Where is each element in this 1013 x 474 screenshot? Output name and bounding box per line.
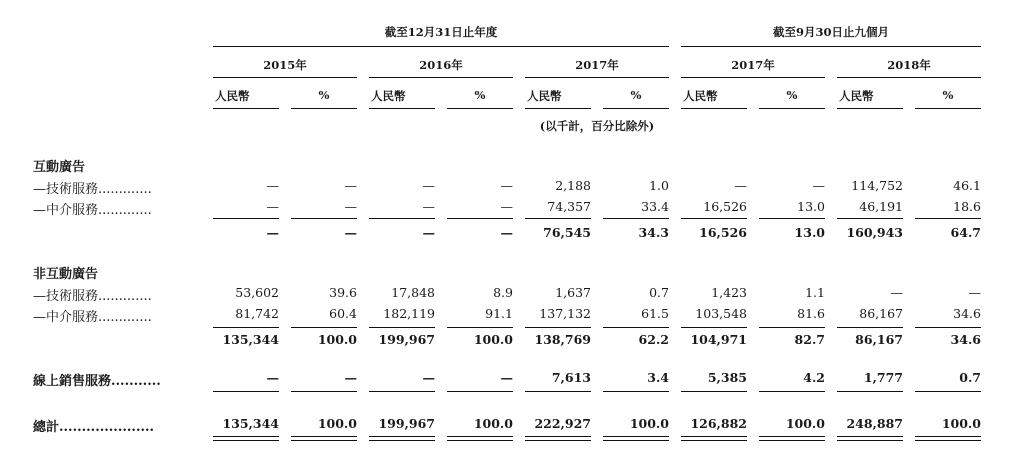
table-cell: 86,167 bbox=[855, 332, 903, 347]
row-label-noninteractive-agency: —中介服務............. bbox=[33, 310, 152, 325]
subtotal-rule bbox=[837, 327, 903, 328]
total-double-rule bbox=[291, 440, 357, 441]
pre-total-rule bbox=[681, 391, 747, 392]
subheader-rule bbox=[603, 108, 669, 109]
table-cell: 1,637 bbox=[555, 285, 591, 300]
table-cell: 248,887 bbox=[846, 416, 903, 431]
subheader-rule bbox=[213, 108, 279, 109]
table-cell: 100.0 bbox=[785, 416, 825, 431]
table-cell: — bbox=[500, 199, 513, 214]
table-cell: 82.7 bbox=[794, 332, 825, 347]
pre-total-rule bbox=[447, 391, 513, 392]
percent-header: % bbox=[474, 88, 486, 102]
table-cell: 34.3 bbox=[638, 225, 669, 240]
table-cell: — bbox=[812, 178, 825, 193]
year-header-2016: 2016年 bbox=[419, 58, 463, 72]
table-cell: 0.7 bbox=[649, 285, 669, 300]
table-cell: 182,119 bbox=[383, 306, 435, 321]
subtotal-rule bbox=[759, 327, 825, 328]
table-cell: — bbox=[500, 225, 513, 240]
table-cell: 199,967 bbox=[378, 416, 435, 431]
table-cell: 7,613 bbox=[551, 370, 591, 385]
table-cell: — bbox=[266, 199, 279, 214]
table-cell: — bbox=[422, 178, 435, 193]
year-rule bbox=[837, 77, 981, 78]
total-double-rule bbox=[681, 440, 747, 441]
percent-header: % bbox=[942, 88, 954, 102]
subheader-rule bbox=[681, 108, 747, 109]
year-rule bbox=[213, 77, 357, 78]
total-double-rule bbox=[447, 440, 513, 441]
table-cell: 100.0 bbox=[941, 416, 981, 431]
total-double-rule bbox=[681, 436, 747, 437]
total-double-rule bbox=[837, 440, 903, 441]
total-double-rule bbox=[759, 436, 825, 437]
subtotal-rule bbox=[525, 218, 591, 219]
table-cell: — bbox=[500, 178, 513, 193]
table-cell: 135,344 bbox=[222, 416, 279, 431]
table-cell: 13.0 bbox=[797, 199, 825, 214]
total-double-rule bbox=[525, 440, 591, 441]
table-cell: — bbox=[344, 370, 357, 385]
row-label-noninteractive-tech: —技術服務............. bbox=[33, 289, 152, 304]
table-cell: 199,967 bbox=[378, 332, 435, 347]
table-cell: — bbox=[266, 178, 279, 193]
table-cell: 39.6 bbox=[329, 285, 357, 300]
table-cell: 46.1 bbox=[953, 178, 981, 193]
table-cell: — bbox=[266, 225, 279, 240]
row-label-total: 總計..................... bbox=[33, 420, 155, 435]
table-cell: — bbox=[890, 285, 903, 300]
table-cell: 1.0 bbox=[649, 178, 669, 193]
subheader-rule bbox=[837, 108, 903, 109]
subtotal-rule bbox=[681, 218, 747, 219]
year-rule bbox=[369, 77, 513, 78]
year-header-2017-nine-months: 2017年 bbox=[731, 58, 775, 72]
subheader-rule bbox=[369, 108, 435, 109]
total-double-rule bbox=[915, 436, 981, 437]
total-double-rule bbox=[603, 440, 669, 441]
subtotal-rule bbox=[837, 218, 903, 219]
table-cell: — bbox=[344, 225, 357, 240]
subheader-rule bbox=[291, 108, 357, 109]
table-cell: 1.1 bbox=[805, 285, 825, 300]
table-cell: 17,848 bbox=[391, 285, 435, 300]
table-cell: — bbox=[734, 178, 747, 193]
row-label-interactive: 互動廣告 bbox=[33, 160, 86, 175]
table-cell: 60.4 bbox=[329, 306, 357, 321]
table-cell: 16,526 bbox=[699, 225, 747, 240]
table-cell: 91.1 bbox=[485, 306, 513, 321]
subheader-rule bbox=[525, 108, 591, 109]
table-cell: — bbox=[500, 370, 513, 385]
table-cell: 100.0 bbox=[473, 332, 513, 347]
total-double-rule bbox=[369, 440, 435, 441]
subtotal-rule bbox=[447, 327, 513, 328]
table-cell: 18.6 bbox=[953, 199, 981, 214]
subheader-rule bbox=[447, 108, 513, 109]
table-cell: 100.0 bbox=[473, 416, 513, 431]
table-cell: 3.4 bbox=[647, 370, 669, 385]
row-label-interactive-tech: —技術服務............. bbox=[33, 182, 152, 197]
subtotal-rule bbox=[369, 327, 435, 328]
subtotal-rule bbox=[603, 327, 669, 328]
table-cell: 1,423 bbox=[711, 285, 747, 300]
table-cell: 137,132 bbox=[539, 306, 591, 321]
table-cell: 62.2 bbox=[638, 332, 669, 347]
total-double-rule bbox=[447, 436, 513, 437]
pre-total-rule bbox=[915, 391, 981, 392]
table-cell: 1,777 bbox=[863, 370, 903, 385]
group-title-nine-months: 截至9月30日止九個月 bbox=[772, 25, 889, 39]
subtotal-rule bbox=[915, 327, 981, 328]
group-rule-year-end bbox=[213, 46, 669, 47]
table-cell: — bbox=[422, 225, 435, 240]
year-header-2015: 2015年 bbox=[263, 58, 307, 72]
table-cell: 5,385 bbox=[707, 370, 747, 385]
subheader-rule bbox=[759, 108, 825, 109]
pre-total-rule bbox=[369, 391, 435, 392]
table-cell: — bbox=[422, 370, 435, 385]
year-rule bbox=[681, 77, 825, 78]
subtotal-rule bbox=[915, 218, 981, 219]
table-cell: 76,545 bbox=[543, 225, 591, 240]
percent-header: % bbox=[630, 88, 642, 102]
table-cell: — bbox=[344, 199, 357, 214]
currency-header: 人民幣 bbox=[215, 89, 250, 103]
table-cell: 81,742 bbox=[235, 306, 279, 321]
row-label-online-sales: 線上銷售服務........... bbox=[33, 374, 161, 389]
subtotal-rule bbox=[213, 218, 279, 219]
table-cell: 100.0 bbox=[317, 332, 357, 347]
table-cell: 34.6 bbox=[950, 332, 981, 347]
table-cell: 46,191 bbox=[859, 199, 903, 214]
group-rule-nine-months bbox=[681, 46, 981, 47]
subtotal-rule bbox=[369, 218, 435, 219]
table-cell: 104,971 bbox=[690, 332, 747, 347]
group-title-year-end: 截至12月31日止年度 bbox=[384, 25, 498, 39]
pre-total-rule bbox=[837, 391, 903, 392]
pre-total-rule bbox=[603, 391, 669, 392]
subtotal-rule bbox=[213, 327, 279, 328]
pre-total-rule bbox=[291, 391, 357, 392]
table-cell: 81.6 bbox=[797, 306, 825, 321]
table-cell: 2,188 bbox=[555, 178, 591, 193]
table-cell: 135,344 bbox=[222, 332, 279, 347]
currency-header: 人民幣 bbox=[683, 89, 718, 103]
table-cell: 61.5 bbox=[641, 306, 669, 321]
total-double-rule bbox=[213, 440, 279, 441]
currency-header: 人民幣 bbox=[371, 89, 406, 103]
total-double-rule bbox=[525, 436, 591, 437]
subtotal-rule bbox=[447, 218, 513, 219]
table-cell: 160,943 bbox=[846, 225, 903, 240]
table-cell: 0.7 bbox=[959, 370, 981, 385]
total-double-rule bbox=[603, 436, 669, 437]
table-cell: 16,526 bbox=[703, 199, 747, 214]
year-rule bbox=[525, 77, 669, 78]
total-double-rule bbox=[915, 440, 981, 441]
table-cell: 138,769 bbox=[534, 332, 591, 347]
subtotal-rule bbox=[759, 218, 825, 219]
table-cell: — bbox=[968, 285, 981, 300]
table-cell: 53,602 bbox=[235, 285, 279, 300]
subtotal-rule bbox=[291, 327, 357, 328]
table-cell: 8.9 bbox=[493, 285, 513, 300]
row-label-noninteractive: 非互動廣告 bbox=[33, 267, 99, 282]
table-cell: 100.0 bbox=[317, 416, 357, 431]
total-double-rule bbox=[369, 436, 435, 437]
table-cell: — bbox=[422, 199, 435, 214]
percent-header: % bbox=[786, 88, 798, 102]
total-double-rule bbox=[291, 436, 357, 437]
currency-header: 人民幣 bbox=[839, 89, 874, 103]
pre-total-rule bbox=[213, 391, 279, 392]
table-cell: 100.0 bbox=[629, 416, 669, 431]
pre-total-rule bbox=[759, 391, 825, 392]
subheader-rule bbox=[915, 108, 981, 109]
percent-header: % bbox=[318, 88, 330, 102]
unit-note: (以千計，百分比除外) bbox=[539, 119, 655, 133]
table-cell: 64.7 bbox=[950, 225, 981, 240]
table-cell: 222,927 bbox=[534, 416, 591, 431]
subtotal-rule bbox=[603, 218, 669, 219]
year-header-2017: 2017年 bbox=[575, 58, 619, 72]
table-cell: 34.6 bbox=[953, 306, 981, 321]
subtotal-rule bbox=[525, 327, 591, 328]
total-double-rule bbox=[759, 440, 825, 441]
table-cell: — bbox=[344, 178, 357, 193]
table-cell: 4.2 bbox=[803, 370, 825, 385]
subtotal-rule bbox=[681, 327, 747, 328]
row-label-interactive-agency: —中介服務............. bbox=[33, 203, 152, 218]
table-cell: 103,548 bbox=[695, 306, 747, 321]
total-double-rule bbox=[837, 436, 903, 437]
currency-header: 人民幣 bbox=[527, 89, 562, 103]
subtotal-rule bbox=[291, 218, 357, 219]
pre-total-rule bbox=[525, 391, 591, 392]
year-header-2018-nine-months: 2018年 bbox=[887, 58, 931, 72]
table-cell: 86,167 bbox=[859, 306, 903, 321]
table-cell: 13.0 bbox=[794, 225, 825, 240]
table-cell: 33.4 bbox=[641, 199, 669, 214]
table-cell: 114,752 bbox=[851, 178, 903, 193]
table-cell: — bbox=[266, 370, 279, 385]
total-double-rule bbox=[213, 436, 279, 437]
table-cell: 74,357 bbox=[547, 199, 591, 214]
table-cell: 126,882 bbox=[690, 416, 747, 431]
